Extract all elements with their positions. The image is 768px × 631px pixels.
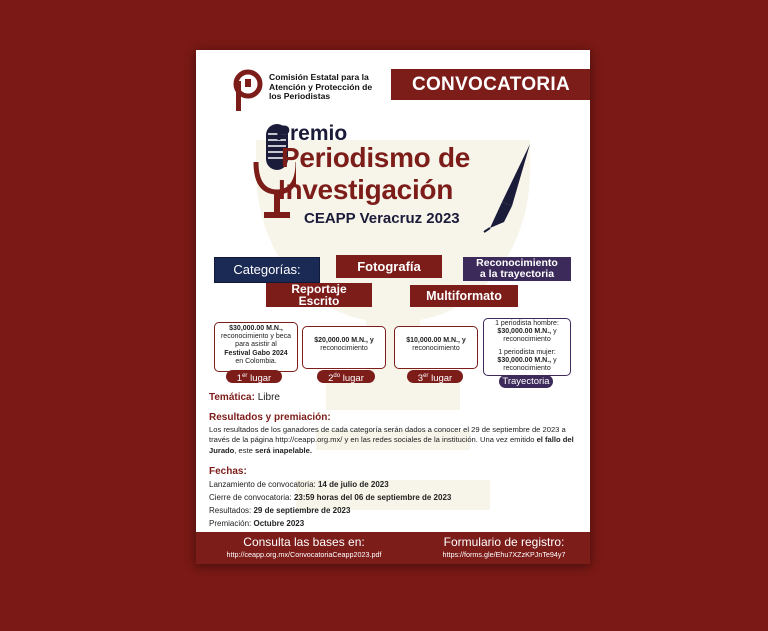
fecha-label: Resultados: [209, 506, 254, 515]
prize-first-box [214, 322, 298, 372]
tematica [209, 392, 280, 403]
resultados-text [209, 425, 577, 456]
fecha-value: 23:59 horas del 06 de septiembre de 2023 [293, 493, 452, 502]
prize-amount: $20,000.00 M.N., y [314, 337, 374, 344]
registro-link[interactable]: https://forms.gle/Ehu7XZzKPJnTe94y7 [442, 550, 566, 559]
prize-text: 1 periodista hombre: [495, 320, 559, 327]
title-line-2: Investigación [278, 174, 454, 205]
organization-line: Atención y Protección de [269, 81, 373, 92]
place-number: 3 [417, 373, 424, 385]
prize-text: y [551, 328, 557, 336]
trayectoria-label: Trayectoria [499, 375, 553, 388]
prize-amount: $10,000.00 M.N., y [406, 337, 466, 344]
third-place-label [407, 370, 463, 383]
organization-line: Comisión Estatal para la [269, 72, 369, 82]
fountain-pen-icon [482, 142, 534, 234]
prize-third-box [394, 326, 478, 369]
category-reportaje-line: Escrito [298, 293, 340, 308]
place-text: lugar [340, 373, 364, 385]
prize-text: reconocimiento [320, 345, 368, 353]
category-trayectoria-line: a la trayectoria [479, 268, 555, 280]
category-trayectoria [463, 257, 571, 281]
category-multiformato: Multiformato [410, 285, 518, 307]
prize-amount: $30,000.00 M.N., [497, 328, 552, 336]
fechas-heading: Fechas: [209, 466, 247, 477]
place-suffix: er [242, 373, 248, 379]
footer-bar [196, 532, 590, 564]
prize-festival: Festival Gabo 2024 [224, 349, 288, 357]
organization-name [269, 73, 379, 102]
tematica-value: Libre [254, 392, 280, 403]
registro-heading: Formulario de registro: [443, 535, 565, 549]
organization-line: los Periodistas [269, 91, 331, 102]
prize-text: y [551, 356, 557, 364]
fecha-label: Premiación: [209, 519, 254, 528]
prize-text: en Colombia. [235, 357, 277, 365]
subtitle: CEAPP Veracruz 2023 [304, 210, 460, 227]
fecha-value: 29 de septiembre de 2023 [253, 506, 351, 515]
place-text: lugar [247, 373, 272, 385]
resultados-text-bold: será inapelable. [255, 445, 312, 455]
fecha-item [209, 480, 389, 490]
first-place-label [226, 370, 282, 383]
bases-heading: Consulta las bases en: [243, 535, 365, 549]
place-suffix: do [333, 373, 341, 379]
prize-text: para asistir al [235, 341, 277, 349]
fecha-value: 14 de julio de 2023 [317, 480, 389, 489]
prize-text: reconocimiento [412, 345, 460, 353]
tematica-label: Temática: [209, 392, 255, 403]
prize-amount: $30,000.00 M.N., [229, 325, 283, 332]
prize-text: reconocimiento [503, 336, 551, 344]
prize-trayectoria-box [483, 318, 571, 376]
bases-link[interactable]: http://ceapp.org.mx/ConvocatoriaCeapp2023.pdf [226, 550, 382, 559]
resultados-text-part: , este [234, 445, 256, 455]
resultados-text-bold: el fallo del Jurado [209, 435, 574, 455]
ceapp-logo-icon [233, 69, 263, 113]
category-reportaje-line: Reportaje [291, 282, 347, 296]
convocatoria-banner: CONVOCATORIA [391, 69, 590, 100]
resultados-heading: Resultados y premiación: [209, 412, 331, 423]
category-fotografia: Fotografía [336, 255, 442, 278]
categorias-label: Categorías: [214, 257, 320, 283]
fecha-label: Cierre de convocatoria: [209, 493, 294, 502]
prize-amount: $30,000.00 M.N., [497, 356, 552, 364]
category-trayectoria-line: Reconocimiento [476, 257, 558, 269]
fecha-item [209, 493, 451, 503]
prize-text: 1 periodista mujer: [498, 348, 556, 356]
fecha-item [209, 519, 304, 529]
prize-text: reconocimiento y beca [220, 333, 292, 341]
second-place-label [317, 370, 375, 383]
place-number: 2 [328, 373, 334, 385]
prize-text: reconocimiento [503, 365, 551, 373]
fecha-value: Octubre 2023 [253, 519, 305, 528]
fecha-item [209, 506, 350, 516]
place-suffix: er [423, 373, 429, 379]
fecha-label: Lanzamiento de convocatoria: [209, 480, 318, 489]
title-line-1: Periodismo de [281, 142, 471, 173]
premio-label: Premio [276, 122, 348, 145]
prize-second-box [302, 326, 386, 369]
place-text: lugar [428, 373, 453, 385]
convocatoria-poster [196, 50, 590, 564]
category-reportaje-escrito [266, 283, 372, 307]
place-number: 1 [236, 373, 243, 385]
resultados-text-part: Los resultados de los ganadores de cada categoría serán dados a conocer el 29 de septiembre de 2023 a través de la página http://ceapp.org.mx/ y en las redes sociales de la institución. Una vez emitido [209, 425, 566, 445]
